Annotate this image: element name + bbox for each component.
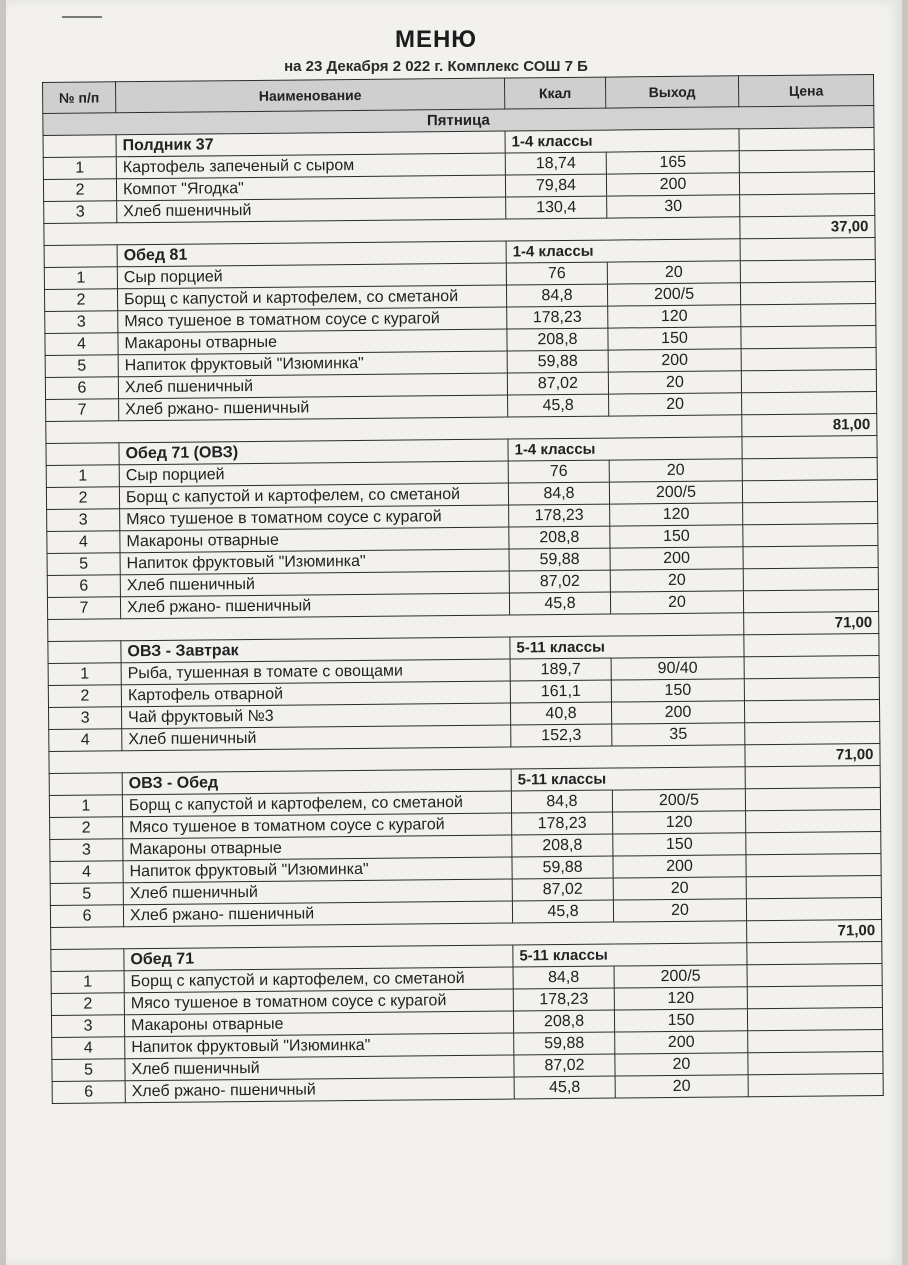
item-name: Хлеб пшеничный bbox=[120, 571, 509, 597]
item-kcal: 87,02 bbox=[514, 1054, 615, 1077]
item-kcal: 59,88 bbox=[509, 548, 610, 571]
section-name: Обед 71 (ОВЗ) bbox=[119, 439, 508, 465]
item-price bbox=[744, 699, 879, 722]
item-output: 20 bbox=[610, 569, 743, 592]
item-price bbox=[741, 348, 876, 371]
item-name: Макароны отварные bbox=[124, 1011, 513, 1037]
section-classes: 5-11 классы bbox=[510, 635, 744, 659]
page-subtitle: на 23 Декабря 2 022 г. Комплекс СОШ 7 Б bbox=[284, 58, 588, 75]
item-price bbox=[746, 897, 881, 920]
item-number: 1 bbox=[46, 465, 119, 488]
item-price bbox=[742, 458, 877, 481]
item-price bbox=[746, 853, 881, 876]
item-price bbox=[743, 567, 878, 590]
item-number: 1 bbox=[49, 795, 122, 818]
item-price bbox=[743, 523, 878, 546]
section-price-blank bbox=[747, 941, 882, 964]
item-output: 20 bbox=[613, 899, 746, 922]
item-name: Макароны отварные bbox=[120, 527, 509, 553]
menu-sheet bbox=[6, 0, 902, 1265]
item-output: 20 bbox=[615, 1053, 748, 1076]
section-classes: 5-11 классы bbox=[511, 767, 745, 791]
item-kcal: 178,23 bbox=[507, 306, 608, 329]
item-kcal: 189,7 bbox=[510, 658, 611, 681]
item-output: 200/5 bbox=[614, 965, 747, 988]
item-price bbox=[743, 501, 878, 524]
section-name: ОВЗ - Завтрак bbox=[121, 637, 510, 663]
item-price bbox=[745, 787, 880, 810]
item-number: 4 bbox=[47, 531, 120, 554]
item-number: 5 bbox=[50, 883, 123, 906]
section-price-blank bbox=[742, 436, 877, 459]
item-output: 200 bbox=[610, 547, 743, 570]
item-output: 200 bbox=[608, 349, 741, 372]
item-name: Борщ с капустой и картофелем, со сметаной bbox=[117, 285, 506, 311]
item-output: 120 bbox=[610, 503, 743, 526]
item-price bbox=[740, 260, 875, 283]
item-name: Макароны отварные bbox=[118, 329, 507, 355]
item-name: Напиток фруктовый "Изюминка" bbox=[120, 549, 509, 575]
item-name: Хлеб ржано- пшеничный bbox=[125, 1077, 514, 1103]
item-kcal: 59,88 bbox=[507, 350, 608, 373]
item-number: 4 bbox=[45, 333, 118, 356]
section-total: 81,00 bbox=[742, 414, 877, 437]
item-price bbox=[741, 304, 876, 327]
item-output: 20 bbox=[607, 261, 740, 284]
item-kcal: 178,23 bbox=[512, 812, 613, 835]
item-price bbox=[740, 194, 875, 217]
day-label: Пятница bbox=[43, 106, 874, 136]
item-name: Напиток фруктовый "Изюминка" bbox=[125, 1033, 514, 1059]
item-number: 2 bbox=[46, 487, 119, 510]
item-kcal: 208,8 bbox=[513, 1010, 614, 1033]
section-classes: 5-11 классы bbox=[513, 943, 747, 967]
item-kcal: 87,02 bbox=[509, 570, 610, 593]
item-price bbox=[744, 677, 879, 700]
item-output: 150 bbox=[610, 525, 743, 548]
item-output: 20 bbox=[609, 459, 742, 482]
item-name: Сыр порцией bbox=[119, 461, 508, 487]
item-number: 5 bbox=[45, 355, 118, 378]
item-output: 200/5 bbox=[612, 789, 745, 812]
item-price bbox=[746, 831, 881, 854]
item-kcal: 178,23 bbox=[509, 504, 610, 527]
item-name: Мясо тушеное в томатном соусе с курагой bbox=[120, 505, 509, 531]
item-number: 3 bbox=[45, 311, 118, 334]
item-price bbox=[746, 809, 881, 832]
item-number: 3 bbox=[44, 201, 117, 224]
item-number: 2 bbox=[48, 685, 121, 708]
item-name: Мясо тушеное в томатном соусе с курагой bbox=[118, 307, 507, 333]
item-output: 30 bbox=[607, 195, 740, 218]
item-name: Хлеб пшеничный bbox=[118, 373, 507, 399]
item-name: Макароны отварные bbox=[123, 835, 512, 861]
item-name: Рыба, тушенная в томате с овощами bbox=[121, 659, 510, 685]
item-price bbox=[742, 392, 877, 415]
item-number: 4 bbox=[52, 1037, 125, 1060]
item-price bbox=[747, 985, 882, 1008]
item-kcal: 84,8 bbox=[506, 284, 607, 307]
item-number: 2 bbox=[50, 817, 123, 840]
menu-table bbox=[42, 74, 884, 1104]
section-num-blank bbox=[48, 641, 121, 664]
item-number: 3 bbox=[51, 1015, 124, 1038]
item-output: 150 bbox=[613, 833, 746, 856]
item-number: 3 bbox=[47, 509, 120, 532]
item-number: 4 bbox=[49, 729, 122, 752]
item-kcal: 208,8 bbox=[512, 834, 613, 857]
item-kcal: 87,02 bbox=[512, 878, 613, 901]
section-num-blank bbox=[51, 949, 124, 972]
item-name: Компот "Ягодка" bbox=[116, 175, 505, 201]
menu-body bbox=[43, 106, 883, 1104]
item-price bbox=[740, 282, 875, 305]
item-kcal: 40,8 bbox=[510, 702, 611, 725]
item-output: 200 bbox=[613, 855, 746, 878]
item-price bbox=[743, 545, 878, 568]
item-number: 5 bbox=[47, 553, 120, 576]
item-price bbox=[748, 1073, 883, 1096]
item-number: 7 bbox=[47, 597, 120, 620]
item-output: 20 bbox=[613, 877, 746, 900]
item-kcal: 59,88 bbox=[512, 856, 613, 879]
item-output: 200 bbox=[611, 701, 744, 724]
section-num-blank bbox=[46, 443, 119, 466]
item-name: Чай фруктовый №3 bbox=[122, 703, 511, 729]
item-output: 165 bbox=[606, 151, 739, 174]
section-price-blank bbox=[739, 128, 874, 151]
item-output: 90/40 bbox=[611, 657, 744, 680]
item-price bbox=[743, 589, 878, 612]
item-kcal: 45,8 bbox=[512, 900, 613, 923]
section-total: 71,00 bbox=[744, 611, 879, 634]
item-kcal: 84,8 bbox=[508, 482, 609, 505]
item-name: Борщ с капустой и картофелем, со сметаной bbox=[124, 967, 513, 993]
menu-table-wrap bbox=[42, 74, 885, 1228]
item-output: 150 bbox=[608, 327, 741, 350]
item-output: 200/5 bbox=[607, 283, 740, 306]
item-price bbox=[741, 326, 876, 349]
item-output: 120 bbox=[613, 811, 746, 834]
item-name: Хлеб пшеничный bbox=[122, 725, 511, 751]
header-num: № п/п bbox=[43, 82, 116, 114]
item-kcal: 76 bbox=[508, 460, 609, 483]
item-number: 5 bbox=[52, 1059, 125, 1082]
item-kcal: 130,4 bbox=[506, 196, 607, 219]
item-number: 1 bbox=[48, 663, 121, 686]
item-number: 2 bbox=[51, 993, 124, 1016]
item-name: Борщ с капустой и картофелем, со сметаной bbox=[119, 483, 508, 509]
item-name: Хлеб пшеничный bbox=[125, 1055, 514, 1081]
item-kcal: 84,8 bbox=[511, 790, 612, 813]
item-output: 200 bbox=[606, 173, 739, 196]
item-name: Напиток фруктовый "Изюминка" bbox=[123, 857, 512, 883]
item-name: Хлеб пшеничный bbox=[123, 879, 512, 905]
section-num-blank bbox=[43, 135, 116, 158]
section-total: 71,00 bbox=[745, 743, 880, 766]
item-number: 6 bbox=[45, 377, 118, 400]
item-name: Картофель отварной bbox=[121, 681, 510, 707]
header-name: Наименование bbox=[116, 78, 505, 113]
header-out: Выход bbox=[605, 76, 738, 108]
item-kcal: 152,3 bbox=[511, 724, 612, 747]
item-kcal: 76 bbox=[506, 262, 607, 285]
item-number: 6 bbox=[47, 575, 120, 598]
section-total: 71,00 bbox=[747, 919, 882, 942]
item-output: 20 bbox=[610, 591, 743, 614]
item-price bbox=[745, 721, 880, 744]
item-number: 1 bbox=[44, 267, 117, 290]
item-kcal: 59,88 bbox=[514, 1032, 615, 1055]
item-kcal: 178,23 bbox=[513, 988, 614, 1011]
item-kcal: 18,74 bbox=[505, 152, 606, 175]
section-price-blank bbox=[745, 765, 880, 788]
item-number: 2 bbox=[43, 179, 116, 202]
section-name: Полдник 37 bbox=[116, 131, 505, 157]
section-total: 37,00 bbox=[740, 216, 875, 239]
section-price-blank bbox=[744, 633, 879, 656]
item-price bbox=[747, 963, 882, 986]
section-num-blank bbox=[49, 773, 122, 796]
item-price bbox=[748, 1029, 883, 1052]
item-price bbox=[748, 1051, 883, 1074]
item-number: 3 bbox=[50, 839, 123, 862]
item-kcal: 161,1 bbox=[510, 680, 611, 703]
item-name: Напиток фруктовый "Изюминка" bbox=[118, 351, 507, 377]
item-kcal: 87,02 bbox=[507, 372, 608, 395]
item-kcal: 208,8 bbox=[509, 526, 610, 549]
item-price bbox=[742, 479, 877, 502]
item-name: Хлеб пшеничный bbox=[117, 197, 506, 223]
item-kcal: 45,8 bbox=[514, 1076, 615, 1099]
section-name: ОВЗ - Обед bbox=[122, 769, 511, 795]
item-output: 120 bbox=[614, 987, 747, 1010]
item-price bbox=[739, 172, 874, 195]
item-number: 4 bbox=[50, 861, 123, 884]
item-price bbox=[746, 875, 881, 898]
item-name: Мясо тушеное в томатном соусе с курагой bbox=[123, 813, 512, 839]
item-kcal: 45,8 bbox=[508, 394, 609, 417]
section-name: Обед 81 bbox=[117, 241, 506, 267]
item-price bbox=[741, 370, 876, 393]
item-number: 2 bbox=[44, 289, 117, 312]
item-kcal: 208,8 bbox=[507, 328, 608, 351]
item-number: 3 bbox=[49, 707, 122, 730]
item-price bbox=[744, 655, 879, 678]
item-output: 150 bbox=[611, 679, 744, 702]
item-output: 120 bbox=[608, 305, 741, 328]
item-name: Борщ с капустой и картофелем, со сметаной bbox=[122, 791, 511, 817]
item-output: 20 bbox=[615, 1075, 748, 1098]
header-price: Цена bbox=[738, 75, 873, 107]
item-number: 6 bbox=[50, 905, 123, 928]
section-classes: 1-4 классы bbox=[508, 437, 742, 461]
page-title: МЕНЮ bbox=[394, 26, 478, 53]
item-price bbox=[739, 150, 874, 173]
item-price bbox=[747, 1007, 882, 1030]
item-name: Хлеб ржано- пшеничный bbox=[123, 901, 512, 927]
item-name: Картофель запеченый с сыром bbox=[116, 153, 505, 179]
item-number: 7 bbox=[46, 399, 119, 422]
item-name: Мясо тушеное в томатном соусе с курагой bbox=[124, 989, 513, 1015]
item-output: 200/5 bbox=[609, 481, 742, 504]
item-output: 20 bbox=[609, 393, 742, 416]
item-kcal: 84,8 bbox=[513, 966, 614, 989]
item-number: 1 bbox=[51, 971, 124, 994]
item-output: 200 bbox=[615, 1031, 748, 1054]
item-number: 6 bbox=[52, 1081, 125, 1104]
header-kcal: Ккал bbox=[504, 77, 605, 109]
item-name: Сыр порцией bbox=[117, 263, 506, 289]
item-name: Хлеб ржано- пшеничный bbox=[119, 395, 508, 421]
item-name: Хлеб ржано- пшеничный bbox=[120, 593, 509, 619]
section-classes: 1-4 классы bbox=[505, 129, 739, 153]
pen-mark bbox=[62, 16, 102, 18]
item-kcal: 79,84 bbox=[505, 174, 606, 197]
section-price-blank bbox=[740, 238, 875, 261]
item-output: 150 bbox=[614, 1009, 747, 1032]
item-number: 1 bbox=[43, 157, 116, 180]
item-output: 35 bbox=[612, 723, 745, 746]
item-output: 20 bbox=[608, 371, 741, 394]
section-num-blank bbox=[44, 245, 117, 268]
item-kcal: 45,8 bbox=[509, 592, 610, 615]
section-name: Обед 71 bbox=[124, 945, 513, 971]
section-classes: 1-4 классы bbox=[506, 239, 740, 263]
